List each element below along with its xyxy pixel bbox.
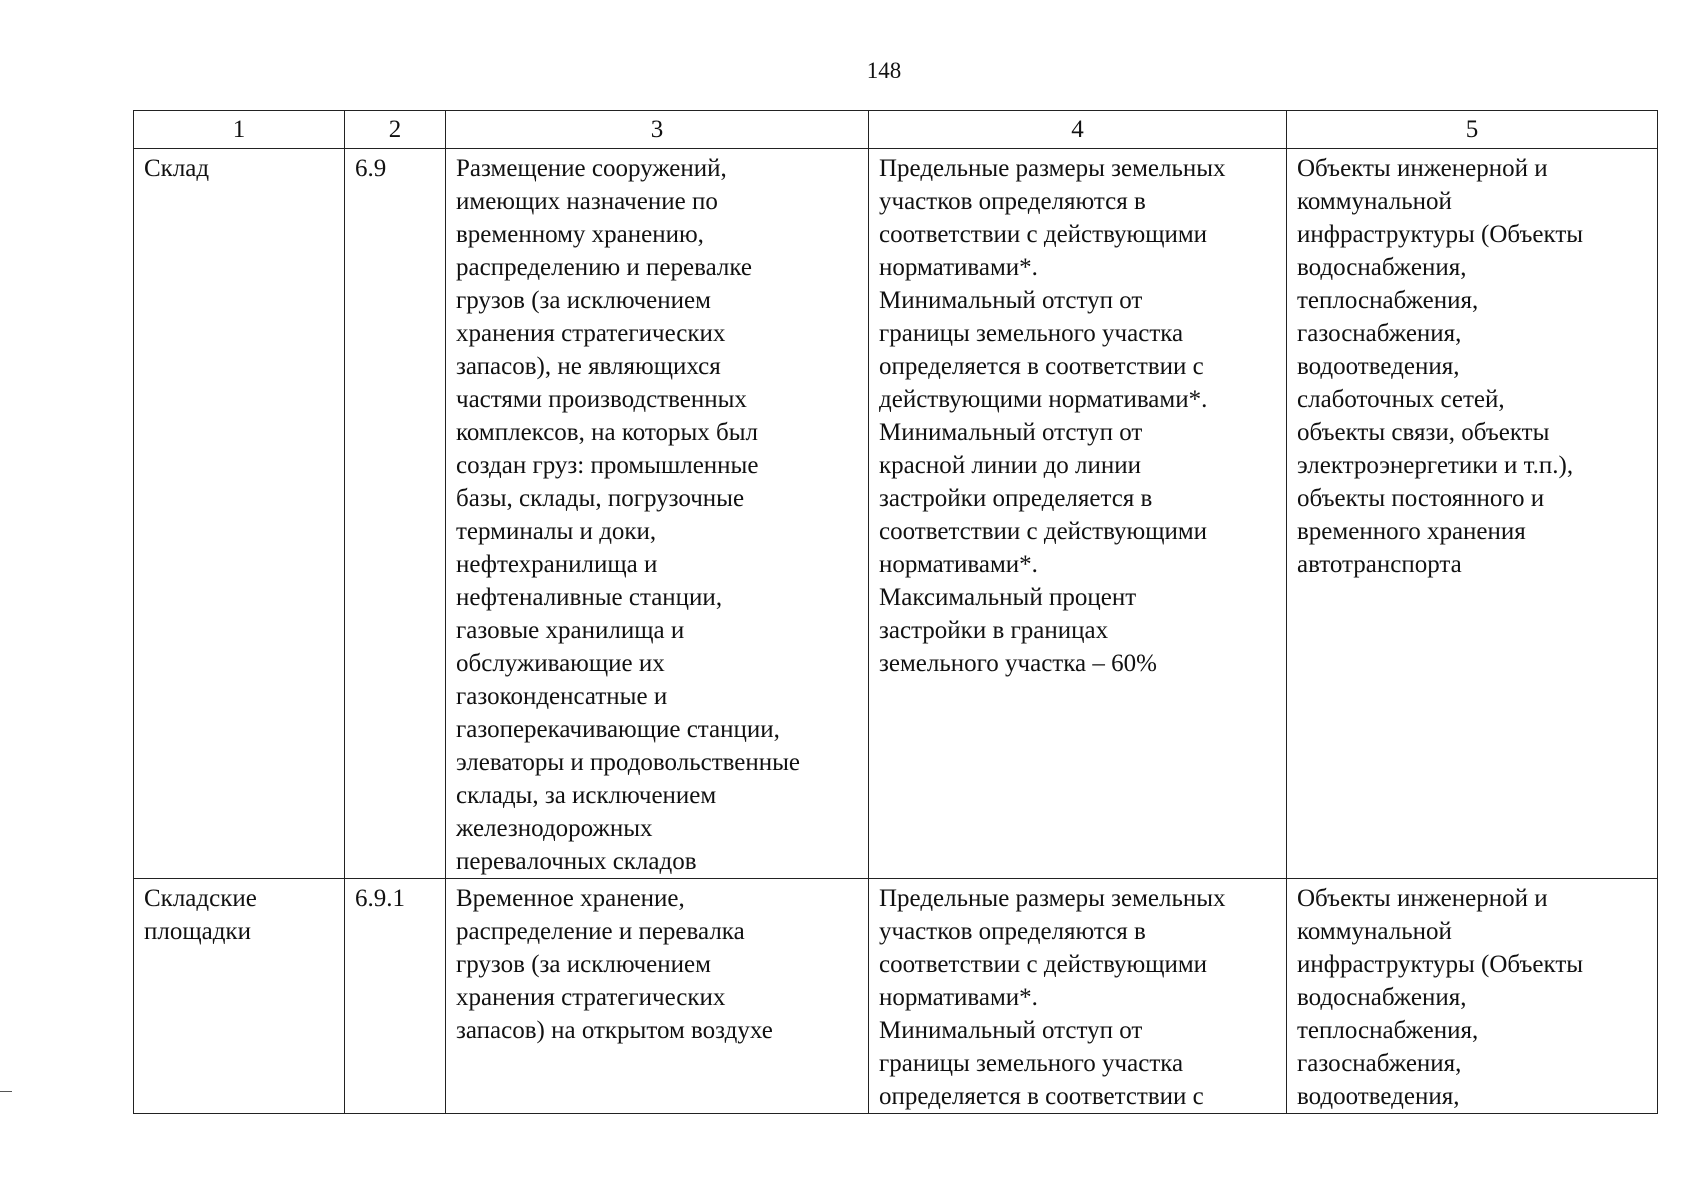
use-name-cell (134, 149, 345, 879)
column-header-5: 5 (1287, 111, 1658, 149)
use-name-cell (134, 879, 345, 1114)
auxiliary-uses: Объекты инженерной и коммунальной инфраструктуры (Объекты водоснабжения, теплоснабжения, газоснабжения, водоотведения, слаботочных сетей, объекты связи, объекты электроэнергетики и т.п.), объекты постоянного и временного хранения автотранспорта (1297, 155, 1584, 578)
use-description: Размещение сооружений, имеющих назначение по временному хранению, распределению и перевалке грузов (за исключением хранения стратегических запасов), не являющихся частями производственных комплексов, на которых был создан груз: промышленные базы, склады, погрузочные терминалы и доки, нефтехранилища и нефтеналивные станции, газовые хранилища и обслуживающие их газоконденсатные и газоперекачивающие станции, элеваторы и продовольственные склады, за исключением железнодорожных перевалочных складов (456, 155, 801, 875)
use-description-cell (446, 149, 869, 879)
column-header-4: 4 (869, 111, 1287, 149)
use-parameters-cell (869, 879, 1287, 1114)
table-row (134, 149, 1658, 879)
table-row (134, 879, 1658, 1114)
use-code-cell (345, 149, 446, 879)
use-parameters: Предельные размеры земельных участков определяются в соответствии с действующими нормативами*. Минимальный отступ от границы земельного участка определяется в соответствии с действующими нормативами*. Минимальный отступ от красной линии до линии застройки определяется в соответствии с действующими нормативами*. Максимальный процент застройки в границах земельного участка – 60% (879, 155, 1226, 677)
margin-mark (0, 1091, 12, 1092)
auxiliary-uses: Объекты инженерной и коммунальной инфраструктуры (Объекты водоснабжения, теплоснабжения, газоснабжения, водоотведения, (1297, 885, 1584, 1110)
auxiliary-uses-cell (1287, 879, 1658, 1114)
column-header-2: 2 (345, 111, 446, 149)
table-header-row (134, 111, 1658, 149)
use-parameters-cell (869, 149, 1287, 879)
use-code: 6.9 (355, 155, 387, 182)
column-header-1: 1 (134, 111, 345, 149)
use-name: Склад (144, 155, 210, 182)
use-code-cell (345, 879, 446, 1114)
use-description-cell (446, 879, 869, 1114)
use-name: Складские площадки (144, 885, 257, 945)
column-header-3: 3 (446, 111, 869, 149)
land-use-table (133, 110, 1658, 1114)
use-description: Временное хранение, распределение и перевалка грузов (за исключением хранения стратегических запасов) на открытом воздухе (456, 885, 773, 1044)
use-parameters: Предельные размеры земельных участков определяются в соответствии с действующими нормативами*. Минимальный отступ от границы земельного участка определяется в соответствии с (879, 885, 1226, 1110)
use-code: 6.9.1 (355, 885, 405, 912)
page-number: 148 (866, 58, 902, 83)
auxiliary-uses-cell (1287, 149, 1658, 879)
